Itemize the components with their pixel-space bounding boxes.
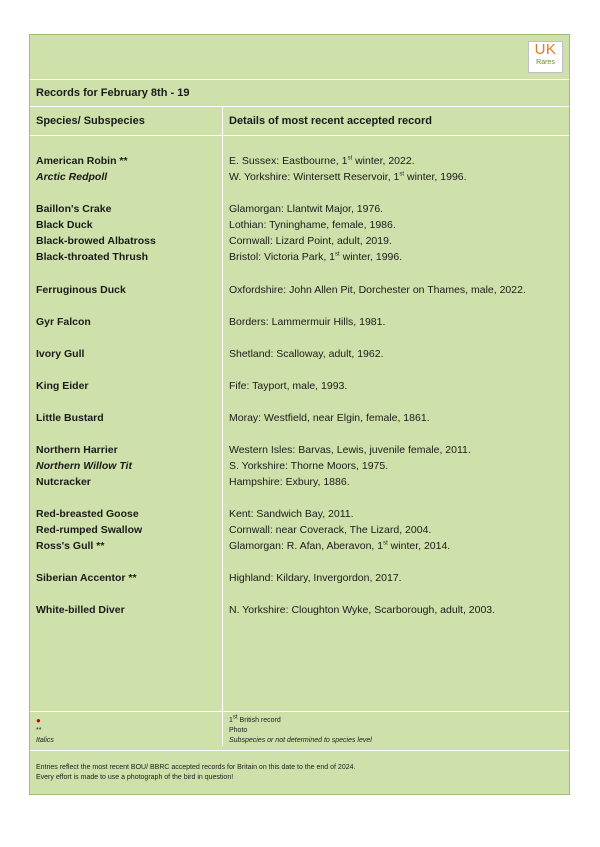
- uk-rares-logo[interactable]: [528, 41, 563, 73]
- record-details: Kent: Sandwich Bay, 2011.: [229, 508, 354, 520]
- record-row: [30, 284, 569, 300]
- species-name: Black Duck: [36, 219, 93, 231]
- record-details: Glamorgan: Llantwit Major, 1976.: [229, 203, 384, 215]
- species-name: American Robin **: [36, 155, 128, 167]
- key-meaning-photo: Photo: [229, 727, 248, 734]
- record-row: [30, 444, 569, 460]
- footnote-line-1: Entries reflect the most recent BOU/ BBRC accepted records for Britain on this date to the end of 2024.: [36, 764, 356, 771]
- key-symbols: [36, 716, 54, 746]
- species-name: Northern Harrier: [36, 444, 118, 456]
- record-row: [30, 508, 569, 524]
- footnote-line-2: Every effort is made to use a photograph of the bird in question!: [36, 774, 234, 781]
- record-details: Fife: Tayport, male, 1993.: [229, 380, 348, 392]
- species-name: Ferruginous Duck: [36, 284, 126, 296]
- records-sheet: [29, 34, 570, 795]
- red-dot-icon: ●: [36, 716, 41, 725]
- species-name: Northern Willow Tit: [36, 460, 132, 472]
- record-row: [30, 171, 569, 187]
- record-row: [30, 412, 569, 428]
- title-row: [30, 80, 569, 107]
- logo-text-uk: UK: [534, 41, 557, 58]
- record-details: Shetland: Scalloway, adult, 1962.: [229, 348, 384, 360]
- record-row: [30, 460, 569, 476]
- species-name: Arctic Redpoll: [36, 171, 108, 183]
- species-name: Nutcracker: [36, 476, 91, 488]
- species-name: Red-breasted Goose: [36, 508, 139, 520]
- record-row: [30, 604, 569, 620]
- record-row: [30, 540, 569, 556]
- species-name: Ivory Gull: [36, 348, 85, 360]
- key-row: [30, 711, 569, 751]
- record-details: S. Yorkshire: Thorne Moors, 1975.: [229, 460, 389, 472]
- record-row: [30, 572, 569, 588]
- record-details: Oxfordshire: John Allen Pit, Dorchester on Thames, male, 2022.: [229, 284, 526, 296]
- record-row: [30, 219, 569, 235]
- records-table: [30, 136, 569, 711]
- logo-text-rares: Rares: [536, 59, 555, 66]
- record-details: E. Sussex: Eastbourne, 1st winter, 2022.: [229, 155, 415, 167]
- species-name: White-billed Diver: [36, 604, 125, 616]
- key-meanings: [229, 716, 372, 746]
- record-row: [30, 476, 569, 492]
- key-meaning-subspecies: Subspecies or not determined to species level: [229, 737, 372, 744]
- record-row: [30, 316, 569, 332]
- species-name: Black-browed Albatross: [36, 235, 156, 247]
- record-row: [30, 251, 569, 267]
- species-name: King Eider: [36, 380, 89, 392]
- species-name: Red-rumped Swallow: [36, 524, 143, 536]
- footnote: [36, 763, 355, 783]
- record-details: Bristol: Victoria Park, 1st winter, 1996.: [229, 251, 403, 263]
- record-details: Lothian: Tyninghame, female, 1986.: [229, 219, 396, 231]
- species-name: Ross's Gull **: [36, 540, 105, 552]
- key-meaning-first-record: 1st British record: [229, 714, 281, 724]
- species-name: Siberian Accentor **: [36, 572, 137, 584]
- record-details: W. Yorkshire: Wintersett Reservoir, 1st winter, 1996.: [229, 171, 467, 183]
- record-details: Cornwall: Lizard Point, adult, 2019.: [229, 235, 392, 247]
- record-details: Glamorgan: R. Afan, Aberavon, 1st winter, 2014.: [229, 540, 451, 552]
- record-details: Borders: Lammermuir Hills, 1981.: [229, 316, 386, 328]
- italics-symbol: Italics: [36, 737, 54, 744]
- record-row: [30, 155, 569, 171]
- record-details: Highland: Kildary, Invergordon, 2017.: [229, 572, 402, 584]
- record-details: Western Isles: Barvas, Lewis, juvenile female, 2011.: [229, 444, 471, 456]
- record-row: [30, 348, 569, 364]
- record-row: [30, 524, 569, 540]
- species-column-header: Species/ Subspecies: [36, 115, 145, 127]
- page-title: Records for February 8th - 19: [36, 87, 190, 99]
- record-details: N. Yorkshire: Cloughton Wyke, Scarborough, adult, 2003.: [229, 604, 496, 616]
- details-column-header: Details of most recent accepted record: [229, 115, 432, 127]
- species-name: Little Bustard: [36, 412, 104, 424]
- column-header-row: [30, 107, 569, 136]
- record-row: [30, 203, 569, 219]
- logo-header: [30, 35, 569, 80]
- species-name: Black-throated Thrush: [36, 251, 149, 263]
- record-details: Cornwall: near Coverack, The Lizard, 2004.: [229, 524, 432, 536]
- record-details: Hampshire: Exbury, 1886.: [229, 476, 350, 488]
- record-row: [30, 380, 569, 396]
- species-name: Gyr Falcon: [36, 316, 91, 328]
- record-row: [30, 235, 569, 251]
- species-name: Baillon's Crake: [36, 203, 112, 215]
- double-asterisk-symbol: **: [36, 727, 42, 734]
- record-details: Moray: Westfield, near Elgin, female, 1861.: [229, 412, 430, 424]
